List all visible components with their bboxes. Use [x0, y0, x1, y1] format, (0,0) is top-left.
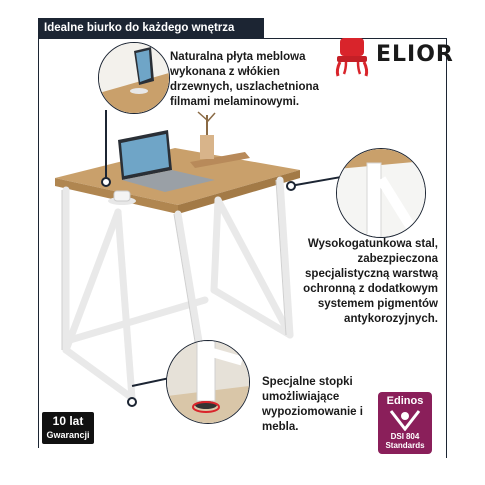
feature-top-text: Naturalna płyta meblowa wykonana z włókien drzewnych, uszlachetniona filmami melaminowymi.: [170, 51, 319, 108]
chair-logo-icon: [332, 36, 372, 78]
brand-logo: ELIOR: [376, 42, 454, 67]
warranty-years: 10 lat: [52, 414, 84, 428]
connector-dot-top: [101, 177, 111, 187]
foot-detail-circle: [166, 340, 250, 424]
wood-detail-circle: [98, 42, 170, 114]
edinos-emblem-icon: [388, 409, 422, 431]
connector-dot-bottom: [127, 397, 137, 407]
warranty-badge: [42, 412, 94, 444]
edinos-certification-badge: [378, 392, 432, 454]
warranty-label: Gwarancji: [46, 430, 90, 440]
connector-top: [105, 110, 107, 180]
edinos-dsi: DSI: [390, 432, 404, 441]
feature-bottom-text: Specjalne stopki umożliwiające wypoziomowanie i mebla.: [262, 376, 363, 433]
edinos-number: 804: [405, 432, 420, 441]
steel-leg-circle: [336, 148, 426, 238]
banner-title: Idealne biurko do każdego wnętrza: [44, 22, 235, 34]
connector-dot-middle: [286, 181, 296, 191]
edinos-standards: Standards: [385, 441, 425, 450]
edinos-name: Edinos: [386, 395, 424, 407]
feature-middle-text: Wysokogatunkowa stal, zabezpieczona specjalistyczną warstwą ochronną z dodatkowym systemem pigmentów antykorozyjnych.: [303, 238, 438, 325]
